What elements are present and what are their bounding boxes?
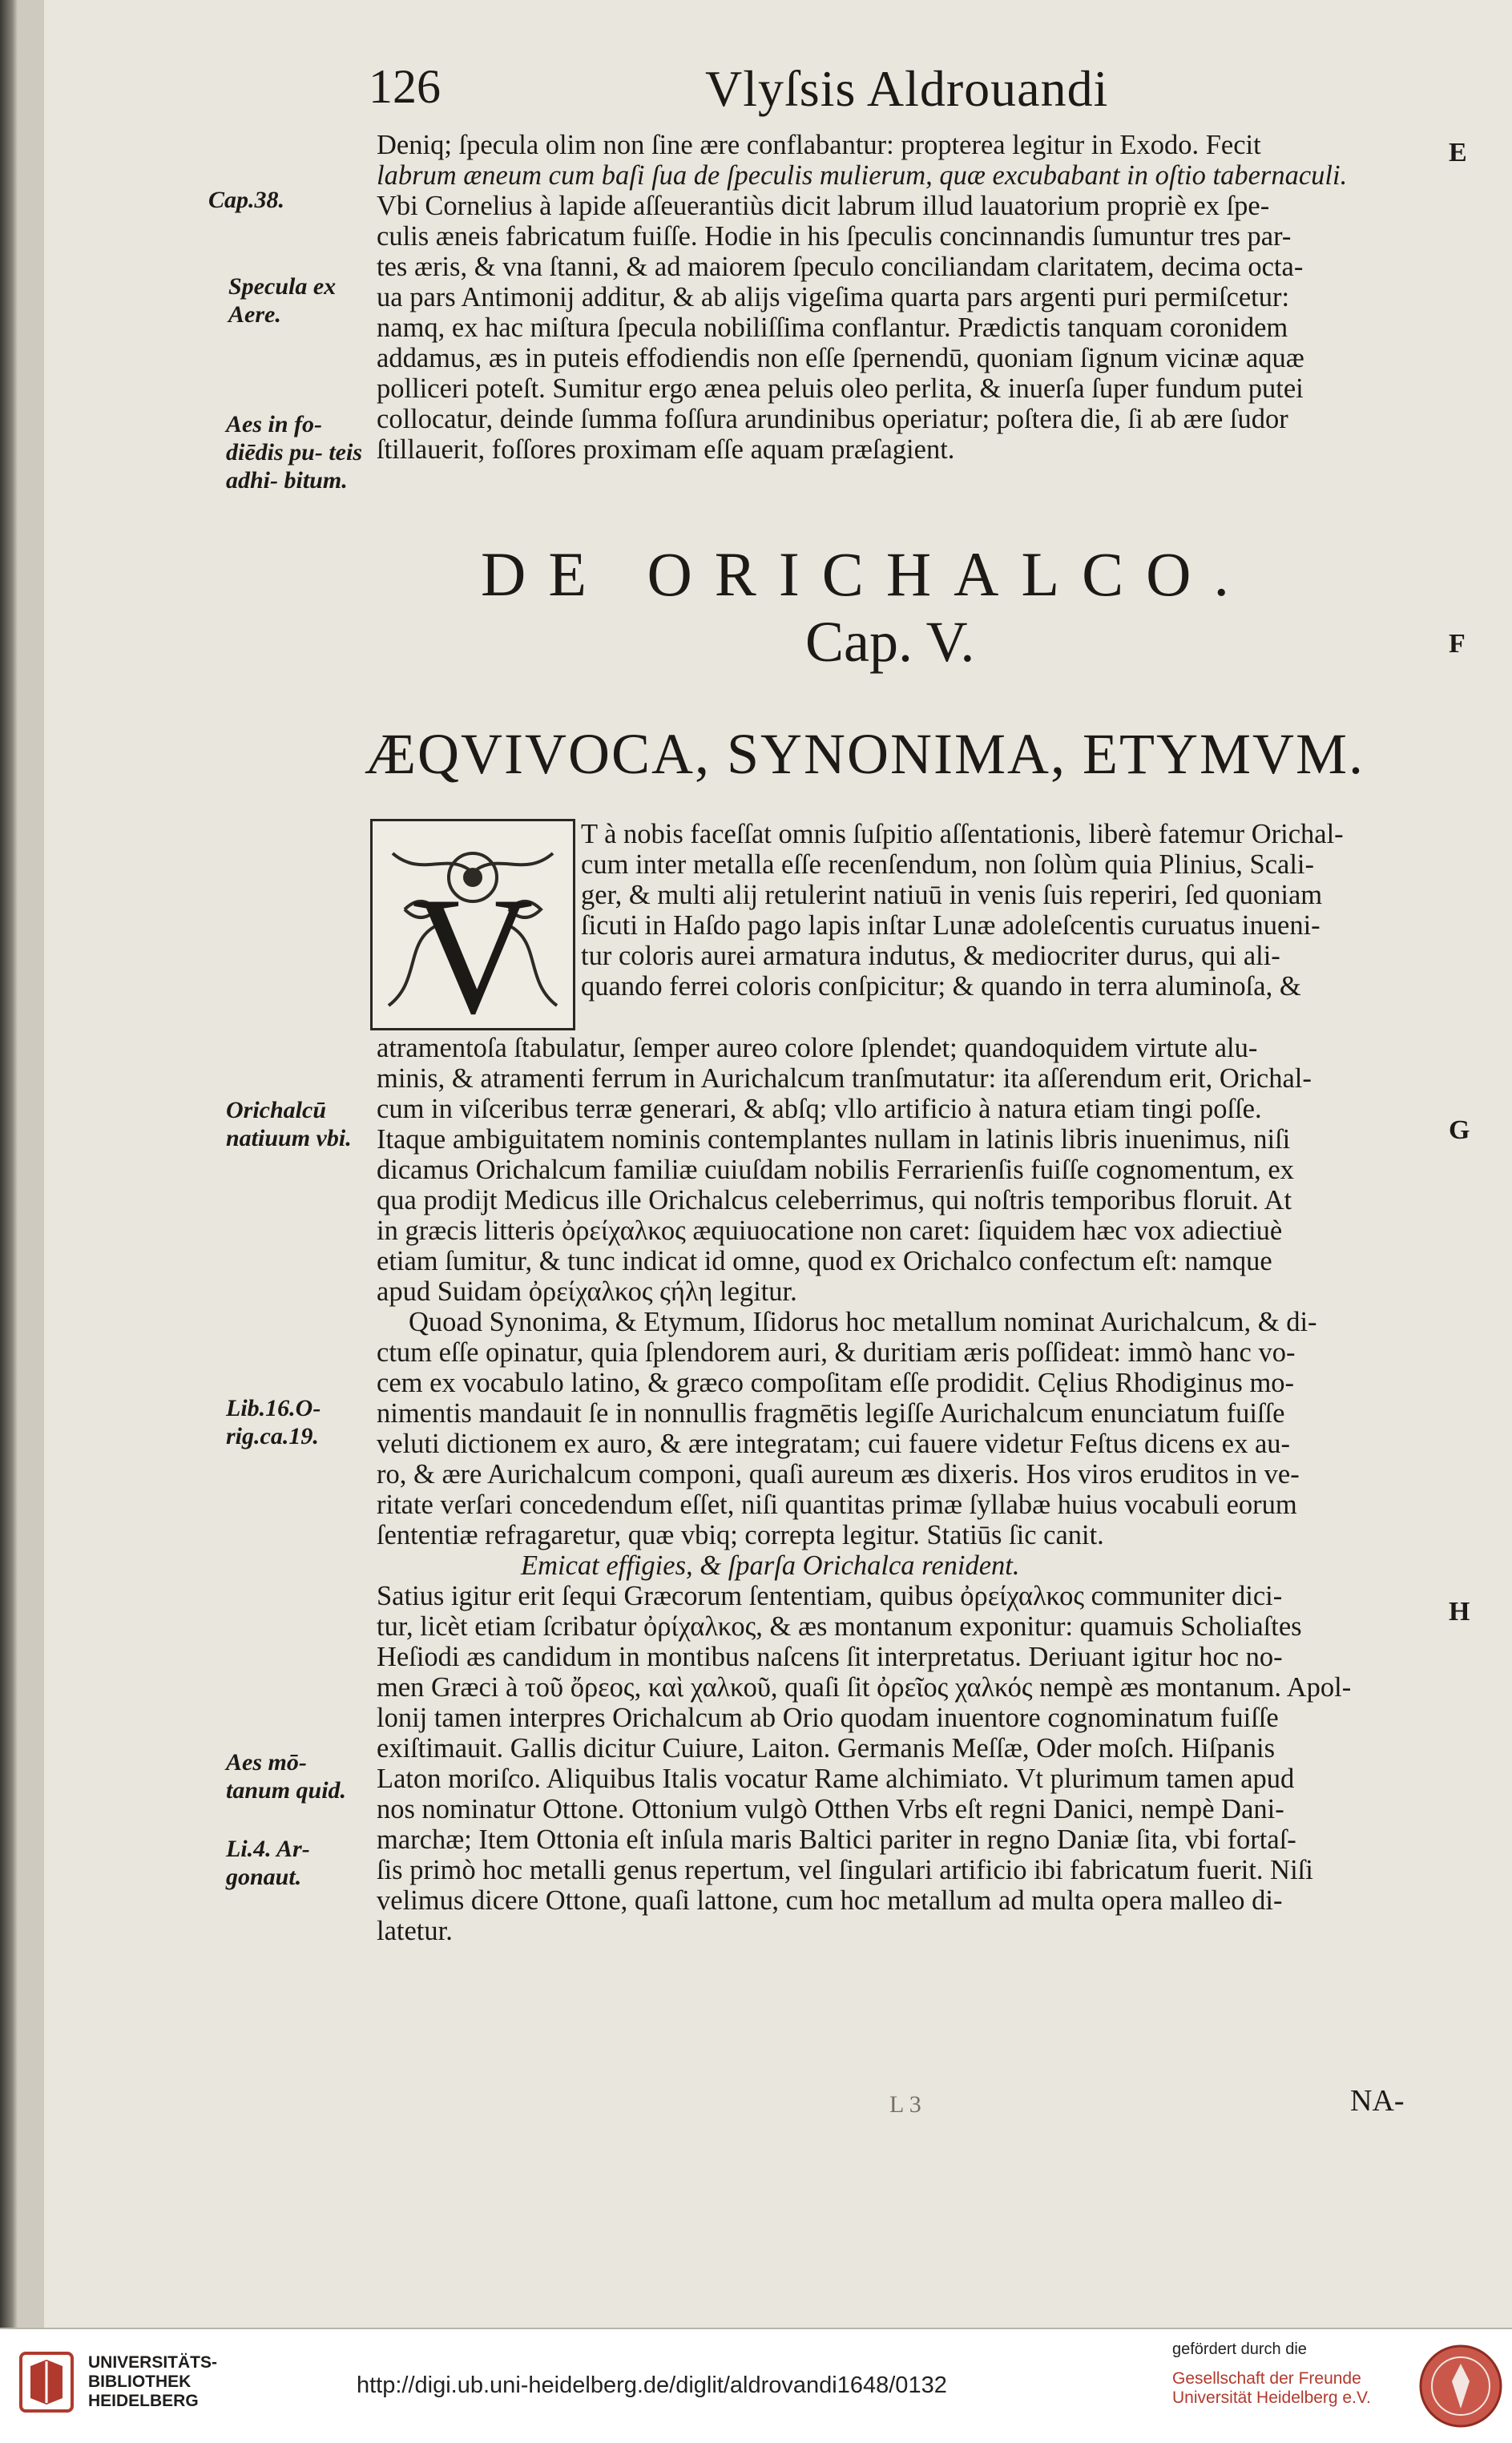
- text-line: in græcis litteris ὀρείχαλκος æquiuocatione non caret: ſiquidem hæc vox adiectiuè: [377, 1215, 1283, 1246]
- signature-mark: L 3: [889, 2091, 921, 2118]
- text-line: ger, & multi alij retulerint natiuū in venis ſuis reperiri, ſed quoniam: [581, 880, 1323, 910]
- chapter-title: DE ORICHALCO.: [481, 539, 1252, 609]
- society-name[interactable]: Gesellschaft der Freunde Universität Heidelberg e.V.: [1172, 2369, 1371, 2407]
- permalink-url[interactable]: http://digi.ub.uni-heidelberg.de/diglit/aldrovandi1648/0132: [357, 2372, 947, 2398]
- top-paragraph: [377, 130, 1450, 465]
- text-line: namq, ex hac miſtura ſpecula nobiliſſima conflantur. Prædictis tanquam coronidem: [377, 312, 1288, 343]
- running-title: Vlyſsis Aldrouandi: [705, 60, 1109, 117]
- text-line: Itaque ambiguitatem nominis contemplantes nullam in latinis libris inuenimus, niſi: [377, 1124, 1291, 1155]
- viewer-footer: [0, 2328, 1512, 2443]
- text-line: latetur.: [377, 1916, 453, 1946]
- text-line: veluti dictionem ex auro, & ære integratam; cui fauere videtur Feſtus dicens ex au-: [377, 1429, 1291, 1459]
- library-name: UNIVERSITÄTS- BIBLIOTHEK HEIDELBERG: [88, 2353, 218, 2410]
- text-line: ſicuti in Haſdo pago lapis inſtar Lunæ adoleſcentis curuatus inueni-: [581, 910, 1320, 941]
- text-line: Laton moriſco. Aliquibus Italis vocatur Rame alchimiato. Vt plurimum tamen apud: [377, 1764, 1295, 1794]
- decorated-initial: [370, 819, 575, 1030]
- margin-note-cap: Cap.38.: [208, 187, 285, 213]
- text-line: dicamus Orichalcum familiæ cuiuſdam nobilis Ferrarienſis fuiſſe cognomentum, ex: [377, 1155, 1294, 1185]
- text-line: Heſiodi æs candidum in montibus naſcens ſit interpretatus. Deriuant igitur hoc no-: [377, 1642, 1283, 1672]
- margin-note-orichalcum: Orichalcū natiuum vbi.: [226, 1097, 352, 1151]
- university-seal-icon: [1417, 2337, 1505, 2435]
- floral-ornament-icon: [373, 821, 573, 1028]
- text-line: cum inter metalla eſſe recenſendum, non ſolùm quia Plinius, Scali-: [581, 849, 1314, 880]
- text-line: cum in viſceribus terræ generari, & abſq; vllo artificio à natura etiam tingi poſſe.: [377, 1094, 1262, 1124]
- margin-note-lib: Lib.16.O- rig.ca.19.: [226, 1395, 321, 1449]
- text-line: velimus dicere Ottone, quaſi lattone, cum hoc metallum ad multa opera malleo di-: [377, 1885, 1283, 1916]
- university-library-logo-icon: [18, 2350, 75, 2414]
- margin-note-aes-montanum: Aes mō- tanum quid.: [226, 1749, 347, 1804]
- text-line: ritate verſari concedendum eſſet, niſi quantitas primæ ſyllabæ huius vocabuli eorum: [377, 1490, 1297, 1520]
- text-line: nimentis mandauit ſe in nonnullis fragmētis legiſſe Aurichalcum enunciatum fuiſſe: [377, 1398, 1285, 1429]
- text-line: qua prodijt Medicus ille Orichalcus celeberrimus, qui noſtris temporibus floruit. At: [377, 1185, 1292, 1215]
- initial-letter: V: [412, 863, 534, 1028]
- text-line: atramentoſa ſtabulatur, ſemper aureo colore ſplendet; quandoquidem virtute alu-: [377, 1033, 1258, 1063]
- margin-note-aes: Aes in fo- diēdis pu- teis adhi- bitum.: [226, 411, 362, 494]
- text-line: nos nominatur Ottone. Ottonium vulgò Otthen Vrbs eſt regni Danici, nempè Dani-: [377, 1794, 1284, 1824]
- catchword: NA-: [1350, 2084, 1405, 2118]
- text-line: T à nobis faceſſat omnis ſuſpitio aſſentationis, liberè fatemur Orichal-: [581, 819, 1344, 849]
- text-line: ſtillauerit, foſſores proximam eſſe aquam præſagient.: [377, 434, 955, 465]
- text-line: Quoad Synonima, & Etymum, Iſidorus hoc metallum nominat Aurichalcum, & di-: [409, 1307, 1317, 1337]
- page-number: 126: [369, 60, 441, 113]
- text-line: apud Suidam ὀρείχαλκος ςήλη legitur.: [377, 1276, 797, 1307]
- section-letter-g: G: [1449, 1115, 1470, 1145]
- text-line: tur coloris aurei armatura indutus, & mediocriter durus, qui ali-: [581, 941, 1280, 971]
- text-line: exiſtimauit. Gallis dicitur Cuiure, Laiton. Germanis Meſſæ, Oder moſch. Hiſpanis: [377, 1733, 1276, 1764]
- book-gutter: [0, 0, 18, 2328]
- text-line: collocatur, deinde ſumma foſſura arundinibus operiatur; poſtera die, ſi ab ære ſudor: [377, 404, 1288, 434]
- supported-by-label: gefördert durch die: [1172, 2340, 1307, 2358]
- text-line: culis æneis fabricatum fuiſſe. Hodie in his ſpeculis concinnandis ſumuntur tres par-: [377, 221, 1292, 252]
- text-line: polliceri poteſt. Sumitur ergo ænea peluis oleo perlita, & inuerſa ſuper fundum putei: [377, 373, 1304, 404]
- text-line: Vbi Cornelius à lapide aſſeuerantiùs dicit labrum illud lauatorium propriè ex ſpe-: [377, 191, 1270, 221]
- text-line: marchæ; Item Ottonia eſt inſula maris Baltici pariter in regno Daniæ ſita, vbi fortaſ-: [377, 1824, 1296, 1855]
- margin-note-argonaut: Li.4. Ar- gonaut.: [226, 1836, 310, 1890]
- text-line: addamus, æs in puteis effodiendis non eſſe ſpernendū, quoniam ſignum vicinæ aquæ: [377, 343, 1304, 373]
- verse-line: Emicat effigies, & ſparſa Orichalca renident.: [521, 1550, 1020, 1581]
- text-line: ro, & ære Aurichalcum componi, quaſi aureum æs dixeris. Hos viros eruditos in ve-: [377, 1459, 1300, 1490]
- chapter-number: Cap. V.: [805, 610, 975, 674]
- text-line: Satius igitur erit ſequi Græcorum ſententiam, quibus ὀρείχαλκος communiter dici-: [377, 1581, 1283, 1611]
- text-line: Deniq; ſpecula olim non ſine ære conflabantur: propterea legitur in Exodo. Fecit: [377, 130, 1261, 160]
- text-line: cem ex vocabulo latino, & græco compoſitam eſſe prodidit. Cęlius Rhodiginus mo-: [377, 1368, 1295, 1398]
- text-line: tes æris, & vna ſtanni, & ad maiorem ſpeculo conciliandam claritatem, decima octa-: [377, 252, 1304, 282]
- text-line: men Græci à τοῦ ὄρεος, καὶ χαλκοῦ, quaſi ſit ὀρεῖος χαλκός nempè æs montanum. Apol-: [377, 1672, 1352, 1703]
- text-line: ua pars Antimonij additur, & ab alijs vigeſima quarta pars argenti puri permiſcetur:: [377, 282, 1290, 312]
- initial-paragraph: [581, 819, 1450, 1002]
- text-line: minis, & atramenti ferrum in Aurichalcum tranſmutatur: ita aſſerendum erit, Orichal-: [377, 1063, 1312, 1094]
- text-line: quando ferrei coloris conſpicitur; & quando in terra aluminoſa, &: [581, 971, 1301, 1002]
- text-line: ſententiæ refragaretur, quæ vbiq; correpta legitur. Statiūs ſic canit.: [377, 1520, 1104, 1550]
- section-letter-h: H: [1449, 1597, 1470, 1627]
- text-line: etiam ſumitur, & tunc indicat id omne, quod ex Orichalco confectum eſt: namque: [377, 1246, 1272, 1276]
- body-text: [377, 1033, 1450, 1946]
- text-line: ctum eſſe opinatur, quia ſplendorem auri, & duritiam æris poſſideat: immò hanc vo-: [377, 1337, 1296, 1368]
- text-line: tur, licèt etiam ſcribatur ὀρίχαλκος, & æs montanum exponitur: quamuis Scholiaſtes: [377, 1611, 1302, 1642]
- section-letter-f: F: [1449, 629, 1466, 659]
- text-line: lonij tamen interpres Orichalcum ab Orio quodam inuentore cognominatum fuiſſe: [377, 1703, 1279, 1733]
- section-title: ÆQVIVOCA, SYNONIMA, ETYMVM.: [365, 722, 1365, 786]
- text-line: ſis primò hoc metalli genus repertum, vel ſingulari artificio ibi fabricatum fuerit. Niſi: [377, 1855, 1313, 1885]
- margin-note-specula: Specula ex Aere.: [228, 273, 337, 328]
- section-letter-e: E: [1449, 138, 1467, 167]
- text-line: labrum æneum cum baſi ſua de ſpeculis mulierum, quæ excubabant in oſtio tabernaculi.: [377, 160, 1348, 191]
